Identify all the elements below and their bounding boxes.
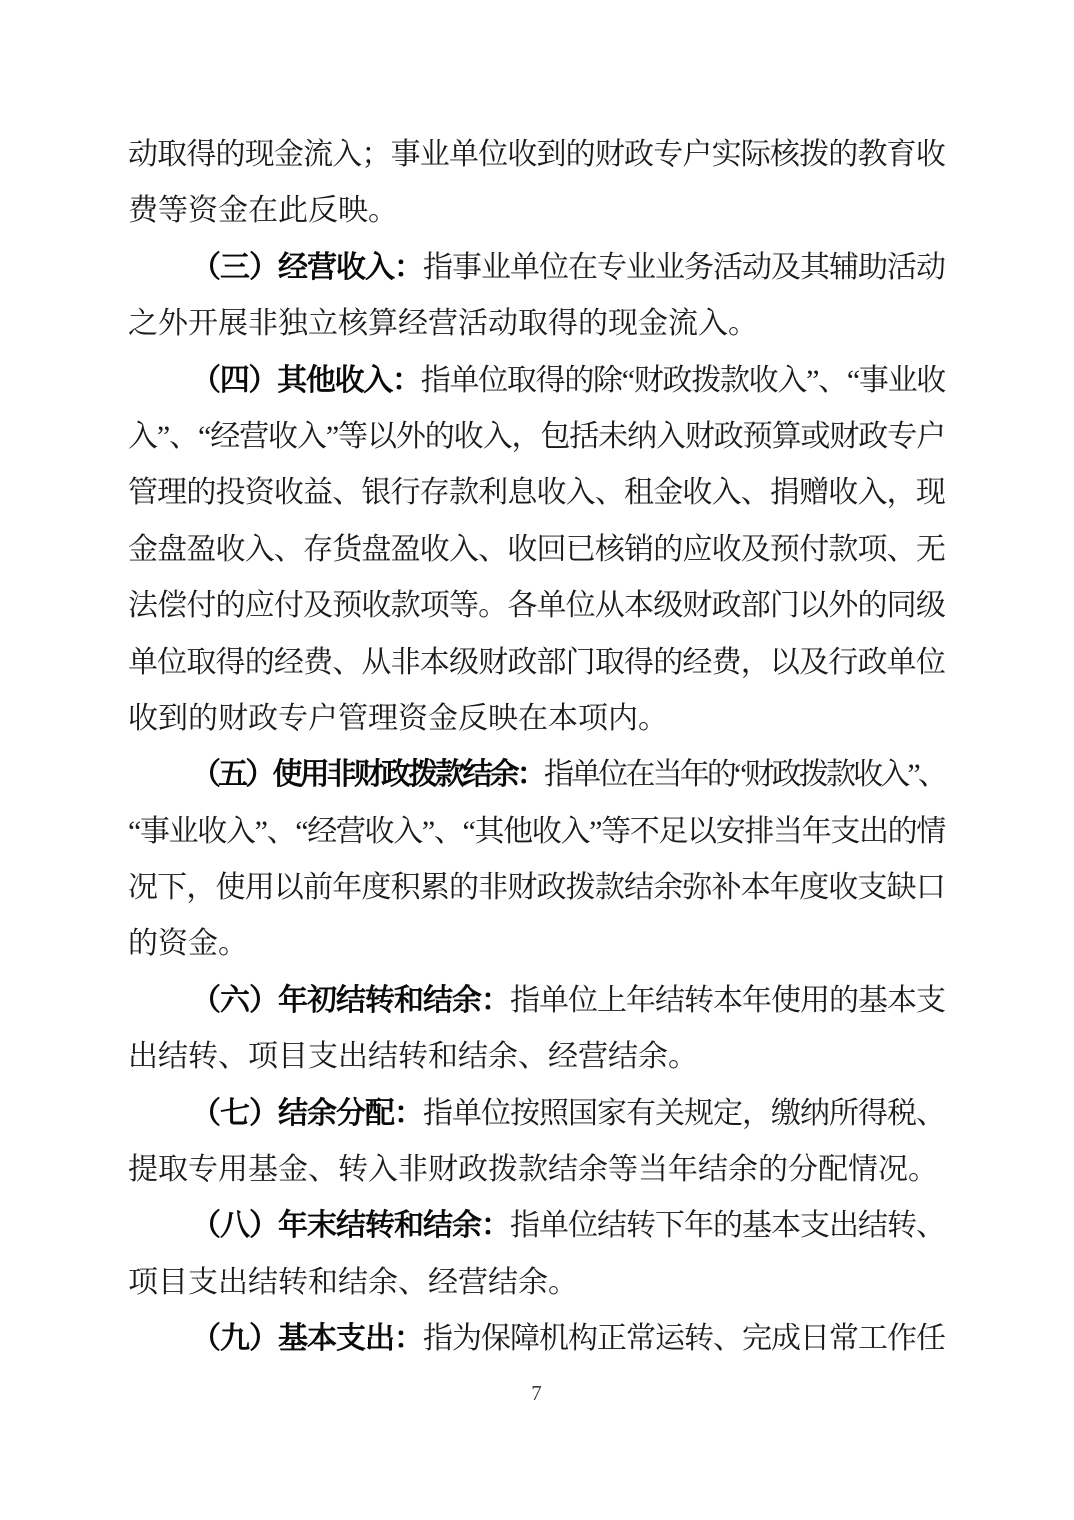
text-line-8 (128, 522, 945, 578)
line-text: 指为保障机构正常运转、完成日常工作任 (423, 1322, 945, 1356)
line-text: 指事业单位在专业业务活动及其辅助活动 (423, 250, 945, 284)
text-line-15 (128, 916, 945, 972)
line-text: 收到的财政专户管理资金反映在本项内。 (128, 701, 668, 735)
term-heading: （三）经营收入： (191, 250, 423, 284)
text-line-14 (128, 860, 945, 916)
text-line-1 (128, 127, 945, 183)
line-text: 的资金。 (128, 927, 248, 961)
text-line-18 (128, 1086, 945, 1142)
text-line-21 (128, 1255, 945, 1311)
term-heading: （七）结余分配： (191, 1096, 423, 1130)
text-line-6 (128, 409, 945, 465)
line-text: 提取专用基金、转入非财政拨款结余等当年结余的分配情况。 (128, 1153, 938, 1187)
text-line-9 (128, 578, 945, 634)
line-text: 入”、“经营收入”等以外的收入，包括未纳入财政预算或财政专户 (128, 419, 945, 453)
line-text: 出结转、项目支出结转和结余、经营结余。 (128, 1040, 698, 1074)
text-line-4 (128, 296, 945, 352)
text-line-3 (128, 240, 945, 296)
line-text: 项目支出结转和结余、经营结余。 (128, 1265, 578, 1299)
page-number: 7 (531, 1381, 542, 1405)
line-text: 之外开展非独立核算经营活动取得的现金流入。 (128, 307, 758, 341)
text-line-20 (128, 1198, 945, 1254)
line-text: 况下，使用以前年度积累的非财政拨款结余弥补本年度收支缺口 (128, 871, 945, 905)
document-body (128, 127, 945, 1368)
text-line-13 (128, 804, 945, 860)
text-line-7 (128, 465, 945, 521)
line-text: “事业收入”、“经营收入”、“其他收入”等不足以安排当年支出的情 (128, 814, 945, 848)
term-heading: （九）基本支出： (191, 1322, 423, 1356)
line-text: 费等资金在此反映。 (128, 194, 398, 228)
text-line-12 (128, 747, 945, 803)
line-text: 指单位取得的除“财政拨款收入”、“事业收 (420, 363, 945, 397)
line-text: 指单位结转下年的基本支出结转、 (510, 1209, 945, 1243)
line-text: 动取得的现金流入；事业单位收到的财政专户实际核拨的教育收 (128, 138, 945, 171)
text-line-22 (128, 1311, 945, 1367)
line-text: 指单位在当年的“财政拨款收入”、 (543, 758, 946, 792)
line-text: 法偿付的应付及预收款项等。各单位从本级财政部门以外的同级 (128, 589, 945, 623)
line-text: 单位取得的经费、从非本级财政部门取得的经费，以及行政单位 (128, 645, 945, 679)
text-line-11 (128, 691, 945, 747)
line-text: 指单位上年结转本年使用的基本支 (510, 983, 945, 1017)
term-heading: （八）年末结转和结余： (191, 1209, 510, 1243)
text-line-19 (128, 1142, 945, 1198)
text-line-17 (128, 1029, 945, 1085)
line-text: 指单位按照国家有关规定，缴纳所得税、 (423, 1096, 945, 1130)
term-heading: （五）使用非财政拨款结余： (191, 758, 544, 792)
line-text: 管理的投资收益、银行存款利息收入、租金收入、捐赠收入，现 (128, 476, 945, 510)
term-heading: （六）年初结转和结余： (191, 983, 510, 1017)
text-line-16 (128, 973, 945, 1029)
term-heading: （四）其他收入： (191, 363, 421, 397)
text-line-10 (128, 635, 945, 691)
line-text: 金盘盈收入、存货盘盈收入、收回已核销的应收及预付款项、无 (128, 532, 945, 566)
text-line-2 (128, 183, 945, 239)
text-line-5 (128, 353, 945, 409)
